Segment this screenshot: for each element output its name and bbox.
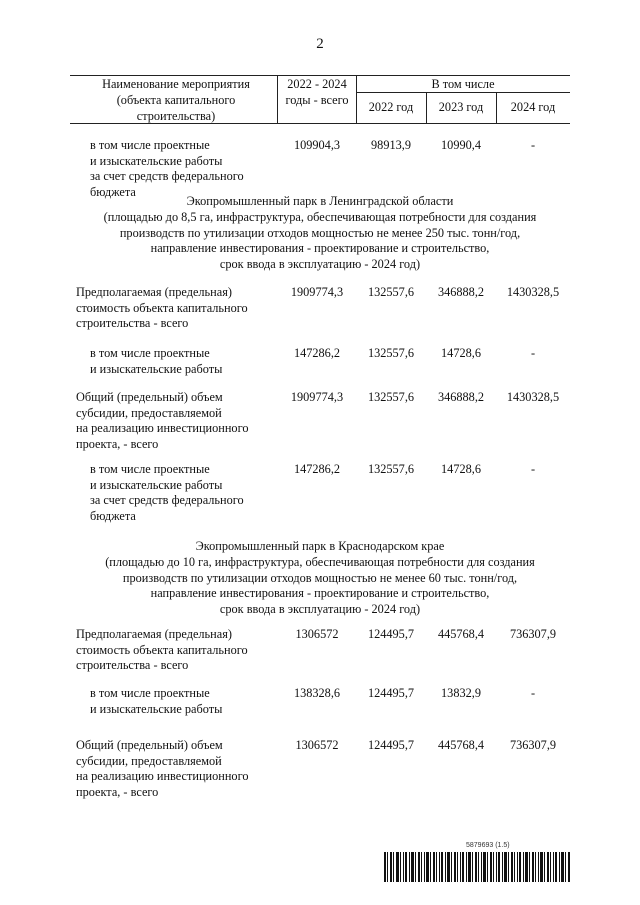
row-total: 138328,6: [293, 686, 341, 700]
row-label: [90, 138, 244, 200]
header-col-2023: 2023 год: [438, 100, 484, 114]
row-2023: 346888,2: [437, 285, 485, 299]
row-2024: 1430328,5: [506, 390, 560, 404]
row-2024: -: [530, 138, 536, 152]
row-total: 147286,2: [293, 346, 341, 360]
row-total: 1909774,3: [290, 390, 344, 404]
barcode-icon: [384, 852, 570, 882]
section-title-krasnodar: Экопромышленный парк в Краснодарском крае (площадью до 10 га, инфраструктура, обеспечивающая потребности для создания производств по утилизации отходов мощностью не менее 60 тыс. тонн/год, направление инвестирования - проектирование и строительство, срок ввода в эксплуатацию - 2024 год): [105, 539, 535, 617]
row-2022: 132557,6: [367, 346, 415, 360]
document-id: 5879693 (1.5): [466, 842, 510, 849]
row-2023: 445768,4: [437, 627, 485, 641]
row-2023: 13832,9: [441, 686, 481, 700]
row-2024: -: [530, 346, 536, 360]
row-total: 1306572: [295, 627, 339, 641]
page-number: 2: [316, 36, 324, 52]
row-total: 109904,3: [293, 138, 341, 152]
row-label: Общий (предельный) объем субсидии, предоставляемой на реализацию инвестиционного проекта, - всего: [76, 390, 249, 451]
row-2023: 14728,6: [441, 346, 481, 360]
row-2022: 124495,7: [367, 686, 415, 700]
header-divider: [277, 75, 278, 123]
header-col-total: 2022 - 2024 годы - всего: [285, 77, 349, 107]
row-total: 1306572: [295, 738, 339, 752]
header-col-2022: 2022 год: [368, 100, 414, 114]
row-2022: 132557,6: [367, 285, 415, 299]
row-2023: 346888,2: [437, 390, 485, 404]
row-label: в том числе проектные и изыскательские работы за счет средств федерального бюджета: [90, 462, 244, 523]
section-title-leningrad: Экопромышленный парк в Ленинградской области (площадью до 8,5 га, инфраструктура, обеспечивающая потребности для создания производств по утилизации отходов мощностью не менее 250 тыс. тонн/год, направление инвестирования - проектирование и строительство, срок ввода в эксплуатацию - 2024 год): [103, 194, 537, 272]
header-col-name: Наименование мероприятия (объекта капитального строительства): [102, 77, 250, 123]
row-total: 147286,2: [293, 462, 341, 476]
header-mid-rule: [356, 92, 570, 93]
row-2023: 445768,4: [437, 738, 485, 752]
row-2022: 124495,7: [367, 627, 415, 641]
row-total: 1909774,3: [290, 285, 344, 299]
row-label: Предполагаемая (предельная) стоимость объекта капитального строительства - всего: [76, 285, 248, 330]
row-label-text: в том числе проектные и изыскательские работы за счет средств федерального бюджета: [90, 138, 244, 199]
row-2024: 1430328,5: [506, 285, 560, 299]
row-2023: 14728,6: [441, 462, 481, 476]
row-label: Предполагаемая (предельная) стоимость объекта капитального строительства - всего: [76, 627, 248, 672]
row-label: в том числе проектные и изыскательские работы: [90, 686, 223, 716]
row-2024: -: [530, 686, 536, 700]
row-2022: 132557,6: [367, 462, 415, 476]
row-label: в том числе проектные и изыскательские работы: [90, 346, 223, 376]
row-2022: 132557,6: [367, 390, 415, 404]
row-2024: 736307,9: [509, 738, 557, 752]
row-label: Общий (предельный) объем субсидии, предоставляемой на реализацию инвестиционного проекта, - всего: [76, 738, 249, 799]
row-2024: -: [530, 462, 536, 476]
row-2024: 736307,9: [509, 627, 557, 641]
header-col-2024: 2024 год: [510, 100, 556, 114]
row-2022: 98913,9: [371, 138, 411, 152]
row-2023: 10990,4: [441, 138, 481, 152]
header-col-including: В том числе: [431, 77, 495, 91]
row-2022: 124495,7: [367, 738, 415, 752]
